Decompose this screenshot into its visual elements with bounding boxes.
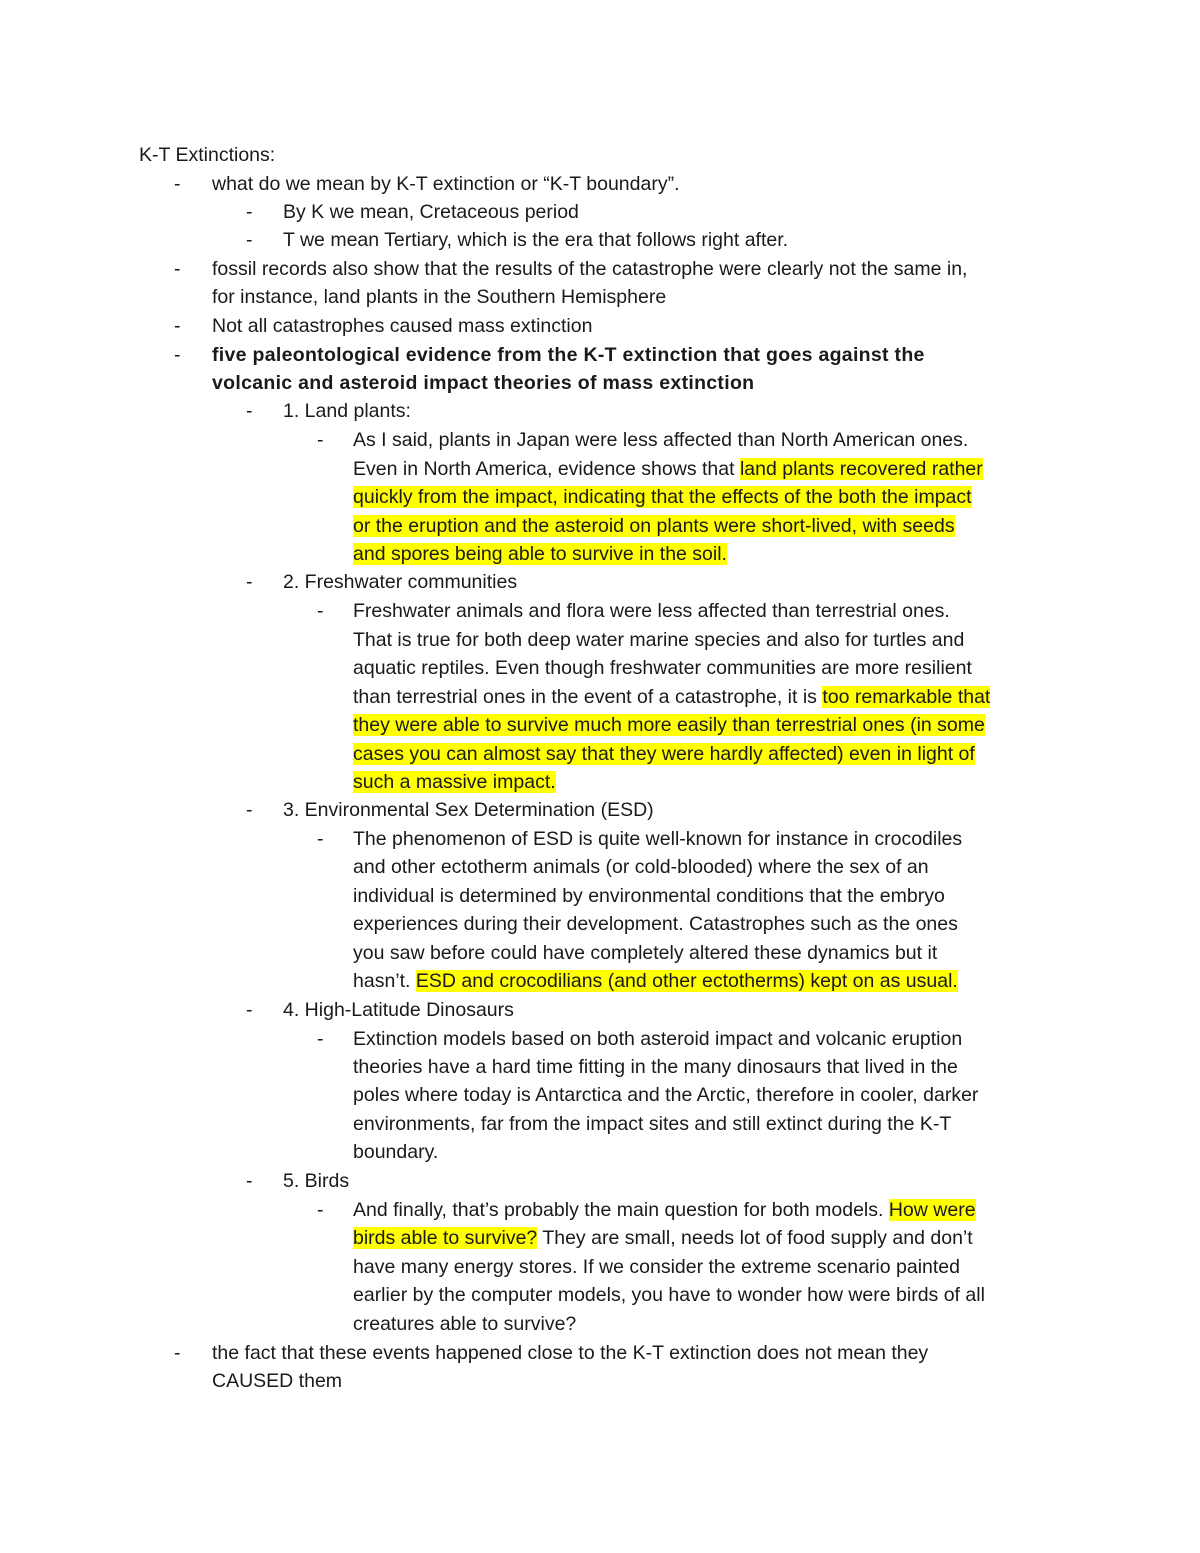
paragraph-line: That is true for both deep water marine species and also for turtles and bbox=[353, 629, 965, 651]
subsection-title: 3. Environmental Sex Determination (ESD) bbox=[283, 799, 654, 821]
bullet-dash: - bbox=[174, 344, 181, 366]
paragraph-line bbox=[353, 740, 975, 768]
paragraph-line: theories have a hard time fitting in the many dinosaurs that lived in the bbox=[353, 1056, 958, 1078]
plain-text: than terrestrial ones in the event of a catastrophe, it is bbox=[353, 686, 823, 708]
paragraph-line bbox=[353, 455, 983, 483]
paragraph-line: As I said, plants in Japan were less affected than North American ones. bbox=[353, 429, 969, 451]
highlighted-text: How were bbox=[888, 1199, 976, 1221]
subsection-title: 2. Freshwater communities bbox=[283, 571, 518, 593]
highlighted-text: too remarkable that bbox=[822, 686, 991, 708]
paragraph-line: Freshwater animals and flora were less affected than terrestrial ones. bbox=[353, 600, 950, 622]
paragraph-line: aquatic reptiles. Even though freshwater communities are more resilient bbox=[353, 657, 972, 679]
bullet-dash: - bbox=[317, 1199, 324, 1221]
paragraph-line: have many energy stores. If we consider the extreme scenario painted bbox=[353, 1256, 960, 1278]
paragraph-line: experiences during their development. Catastrophes such as the ones bbox=[353, 913, 958, 935]
highlighted-text: birds able to survive? bbox=[353, 1227, 538, 1249]
plain-text: And finally, that’s probably the main question for both models. bbox=[353, 1199, 889, 1221]
highlighted-text: quickly from the impact, indicating that the effects of the both the impact bbox=[353, 486, 972, 508]
paragraph-line: boundary. bbox=[353, 1141, 439, 1163]
highlighted-text: cases you can almost say that they were hardly affected) even in light of bbox=[353, 743, 975, 765]
bullet-dash: - bbox=[174, 173, 181, 195]
list-item-continuation: CAUSED them bbox=[212, 1370, 343, 1392]
paragraph-line: The phenomenon of ESD is quite well-known for instance in crocodiles bbox=[353, 828, 963, 850]
paragraph-line bbox=[353, 711, 985, 739]
list-item: T we mean Tertiary, which is the era that follows right after. bbox=[283, 229, 789, 251]
section-heading-continuation: volcanic and asteroid impact theories of mass extinction bbox=[212, 372, 755, 394]
paragraph-line: environments, far from the impact sites and still extinct during the K-T bbox=[353, 1113, 952, 1135]
highlighted-text: they were able to survive much more easily than terrestrial ones (in some bbox=[353, 714, 985, 736]
list-item-continuation: for instance, land plants in the Southern Hemisphere bbox=[212, 286, 667, 308]
list-item: what do we mean by K-T extinction or “K-T boundary”. bbox=[212, 173, 680, 195]
bullet-dash: - bbox=[246, 799, 253, 821]
paragraph-line: and other ectotherm animals (or cold-blooded) where the sex of an bbox=[353, 856, 929, 878]
bullet-dash: - bbox=[174, 315, 181, 337]
bullet-dash: - bbox=[246, 999, 253, 1021]
bullet-dash: - bbox=[317, 429, 324, 451]
plain-text: Even in North America, evidence shows that bbox=[353, 458, 740, 480]
subsection-title: 1. Land plants: bbox=[283, 400, 411, 422]
highlighted-text: or the eruption and the asteroid on plants were short-lived, with seeds bbox=[353, 515, 955, 537]
paragraph-line bbox=[353, 1196, 976, 1224]
subsection-title: 4. High-Latitude Dinosaurs bbox=[283, 999, 514, 1021]
plain-text: hasn’t. bbox=[353, 970, 416, 992]
paragraph-line: earlier by the computer models, you have to wonder how were birds of all bbox=[353, 1284, 985, 1306]
highlighted-text: ESD and crocodilians (and other ectotherms) kept on as usual. bbox=[415, 970, 958, 992]
paragraph-line: individual is determined by environmental conditions that the embryo bbox=[353, 885, 945, 907]
bullet-dash: - bbox=[246, 400, 253, 422]
subsection-title: 5. Birds bbox=[283, 1170, 350, 1192]
bullet-dash: - bbox=[246, 571, 253, 593]
list-item: fossil records also show that the results of the catastrophe were clearly not the same in, bbox=[212, 258, 968, 280]
paragraph-line bbox=[353, 967, 958, 995]
plain-text: They are small, needs lot of food supply and don’t bbox=[537, 1227, 973, 1249]
bullet-dash: - bbox=[246, 1170, 253, 1192]
list-item: the fact that these events happened close to the K-T extinction does not mean they bbox=[212, 1342, 929, 1364]
highlighted-text: such a massive impact. bbox=[353, 771, 556, 793]
list-item: By K we mean, Cretaceous period bbox=[283, 201, 579, 223]
bullet-dash: - bbox=[246, 201, 253, 223]
document-title: K-T Extinctions: bbox=[139, 144, 276, 166]
bullet-dash: - bbox=[246, 229, 253, 251]
paragraph-line bbox=[353, 768, 556, 796]
paragraph-line: you saw before could have completely altered these dynamics but it bbox=[353, 942, 938, 964]
section-heading: five paleontological evidence from the K-T extinction that goes against the bbox=[212, 344, 925, 366]
highlighted-text: and spores being able to survive in the soil. bbox=[353, 543, 727, 565]
bullet-dash: - bbox=[174, 258, 181, 280]
paragraph-line: Extinction models based on both asteroid impact and volcanic eruption bbox=[353, 1028, 963, 1050]
bullet-dash: - bbox=[317, 828, 324, 850]
paragraph-line bbox=[353, 540, 727, 568]
bullet-dash: - bbox=[174, 1342, 181, 1364]
list-item: Not all catastrophes caused mass extinction bbox=[212, 315, 593, 337]
paragraph-line bbox=[353, 483, 972, 511]
paragraph-line: poles where today is Antarctica and the Arctic, therefore in cooler, darker bbox=[353, 1084, 979, 1106]
bullet-dash: - bbox=[317, 600, 324, 622]
highlighted-text: land plants recovered rather bbox=[739, 458, 983, 480]
paragraph-line bbox=[353, 1224, 973, 1252]
paragraph-line: creatures able to survive? bbox=[353, 1313, 577, 1335]
paragraph-line bbox=[353, 683, 990, 711]
paragraph-line bbox=[353, 512, 955, 540]
bullet-dash: - bbox=[317, 1028, 324, 1050]
